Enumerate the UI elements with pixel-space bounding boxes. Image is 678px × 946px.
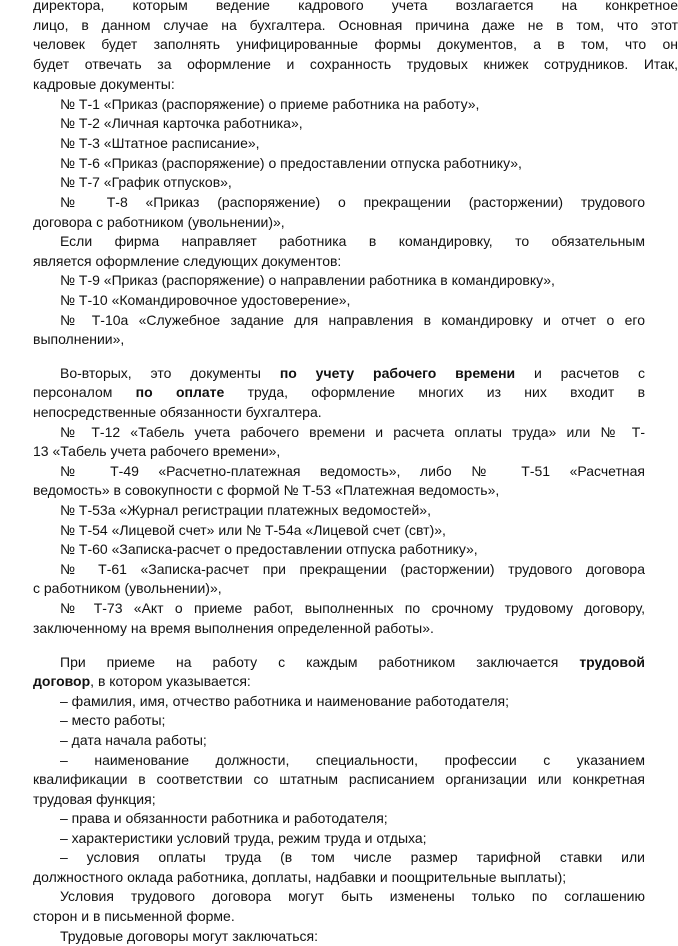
list-item: № Т-10 «Командировочное удостоверение», <box>60 292 351 308</box>
text-line: будет отвечать за оформление и сохранность трудовых книжек сотрудников. Итак, <box>33 56 678 72</box>
text-line: договор, в котором указывается: <box>33 673 251 689</box>
list-item: – характеристики условий труда, режим труда и отдыха; <box>60 830 427 846</box>
list-item: № Т-9 «Приказ (распоряжение) о направлении работника в командировку», <box>60 272 555 288</box>
list-item: № Т-8 «Приказ (распоряжение) о прекращении (расторжении) трудового <box>60 194 645 210</box>
text-line: Если фирма направляет работника в командировку, то обязательным <box>60 233 645 249</box>
text-line: заключенному на время выполнения определенной работы». <box>33 620 434 636</box>
list-item: № Т-6 «Приказ (распоряжение) о предоставлении отпуска работнику», <box>60 155 522 171</box>
text-line: персоналом по оплате труда, оформление многих из них входит в <box>33 384 645 400</box>
list-item: № Т-12 «Табель учета рабочего времени и расчета оплаты труда» или № Т- <box>60 424 645 440</box>
list-item: № Т-2 «Личная карточка работника», <box>60 115 303 131</box>
text-line: Условия трудового договора могут быть изменены только по соглашению <box>60 888 645 904</box>
list-item: – права и обязанности работника и работодателя; <box>60 810 388 826</box>
text-line: сторон и в письменной форме. <box>33 908 235 924</box>
list-item: № Т-1 «Приказ (распоряжение) о приеме работника на работу», <box>60 96 480 112</box>
list-item: № Т-60 «Записка-расчет о предоставлении отпуска работнику», <box>60 541 478 557</box>
text-line: квалификации в соответствии со штатным расписанием организации или конкретная <box>33 771 645 787</box>
text-line: ведомость» в совокупности с формой № Т-53 «Платежная ведомость», <box>33 482 500 498</box>
text-line: должностного оклада работника, доплаты, надбавки и поощрительные выплаты); <box>33 869 567 885</box>
list-item: № Т-53а «Журнал регистрации платежных ведомостей», <box>60 502 431 518</box>
list-item: № Т-54 «Лицевой счет» или № Т-54а «Лицевой счет (свт)», <box>60 522 446 538</box>
bold-term: договор <box>33 673 91 689</box>
text-line: непосредственные обязанности бухгалтера. <box>33 404 322 420</box>
text-line: Во-вторых, это документы по учету рабочего времени и расчетов с <box>60 365 645 381</box>
list-item: – место работы; <box>60 712 166 728</box>
text-line: с работником (увольнении)», <box>33 580 222 596</box>
list-item: – условия оплаты труда (в том числе размер тарифной ставки или <box>60 849 645 865</box>
text-line: директора, которым ведение кадрового учета возлагается на конкретное <box>33 0 678 13</box>
text-line: трудовая функция; <box>33 791 156 807</box>
text-line: человек будет заполнять унифицированные формы документов, а в том, что он <box>33 36 678 52</box>
list-item: № Т-49 «Расчетно-платежная ведомость», либо № Т-51 «Расчетная <box>60 463 645 479</box>
bold-term: по оплате <box>135 384 225 400</box>
text-line: лицо, в данном случае на бухгалтера. Основная причина даже не в том, что этот <box>33 17 678 33</box>
bold-term: трудовой <box>579 654 645 670</box>
list-item: – фамилия, имя, отчество работника и наименование работодателя; <box>60 693 509 709</box>
text-line: является оформление следующих документов: <box>33 253 342 269</box>
text-line: выполнении», <box>33 331 125 347</box>
list-item: № Т-3 «Штатное расписание», <box>60 135 260 151</box>
text-line: кадровые документы: <box>33 76 175 92</box>
list-item: № Т-7 «График отпусков», <box>60 174 232 190</box>
text-line: При приеме на работу с каждым работником заключается трудовой <box>60 654 645 670</box>
text-line: договора с работником (увольнении)», <box>33 214 285 230</box>
list-item: – дата начала работы; <box>60 732 207 748</box>
list-item: № Т-61 «Записка-расчет при прекращении (расторжении) трудового договора <box>60 561 645 577</box>
list-item: № Т-73 «Акт о приеме работ, выполненных по срочному трудовому договору, <box>60 600 645 616</box>
list-item: – наименование должности, специальности, профессии с указанием <box>60 752 645 768</box>
list-item: № Т-10а «Служебное задание для направления в командировку и отчет о его <box>60 312 645 328</box>
bold-term: по учету рабочего времени <box>279 365 516 381</box>
text-line: 13 «Табель учета рабочего времени», <box>33 443 281 459</box>
text-line: Трудовые договоры могут заключаться: <box>60 928 319 944</box>
